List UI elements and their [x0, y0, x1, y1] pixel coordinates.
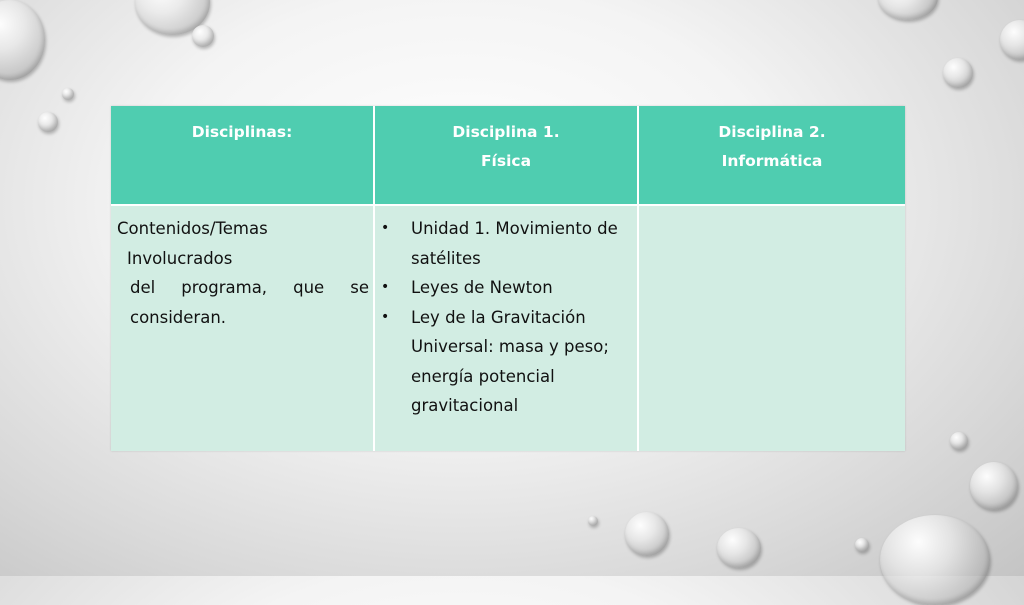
list-item: [381, 214, 631, 273]
water-drop-decoration: [880, 515, 990, 605]
header-disciplina-2: [639, 106, 905, 204]
water-drop-decoration: [0, 0, 45, 80]
water-drop-decoration: [950, 432, 968, 450]
water-drop-decoration: [717, 528, 761, 568]
water-drop-decoration: [62, 88, 74, 100]
header-disciplina-2-label: Disciplina 2.: [718, 123, 826, 141]
list-item: [381, 273, 631, 303]
disciplina-1-topics-cell: [375, 204, 639, 451]
list-item-text: Unidad 1. Movimiento de satélites: [411, 219, 618, 268]
row-label-word: se: [350, 278, 369, 297]
water-drop-decoration: [192, 25, 214, 47]
list-item-text: Leyes de Newton: [411, 278, 553, 297]
row-label-line: Involucrados: [127, 248, 233, 268]
header-disciplina-1-subject: Física: [480, 152, 532, 170]
row-label-line: Contenidos/Temas: [117, 219, 268, 238]
bullet-icon: •: [381, 279, 390, 295]
disciplines-table: [111, 106, 905, 451]
row-label-line: consideran.: [130, 307, 227, 327]
header-disciplina-1-label: Disciplina 1.: [452, 123, 560, 141]
row-label-word: programa,: [181, 278, 268, 297]
header-disciplinas-label: Disciplinas:: [191, 123, 293, 141]
list-item-text: Ley de la Gravitación Universal: masa y peso; energía potencial gravitacional: [411, 307, 609, 415]
water-drop-decoration: [1000, 20, 1024, 60]
water-drop-decoration: [878, 0, 938, 20]
water-drop-decoration: [943, 58, 973, 88]
water-drop-decoration: [970, 462, 1018, 510]
bullet-icon: •: [381, 308, 390, 325]
row-label-cell: [111, 204, 375, 451]
water-drop-decoration: [855, 538, 869, 552]
bullet-icon: •: [381, 220, 390, 236]
disciplina-2-topics-cell: [639, 204, 905, 451]
water-drop-decoration: [588, 516, 598, 526]
water-drop-decoration: [625, 512, 669, 556]
row-label-justified-line: [117, 273, 369, 303]
row-label-word: del: [130, 278, 156, 297]
header-disciplina-2-subject: Informática: [721, 152, 823, 170]
water-drop-decoration: [38, 112, 58, 132]
row-label-word: que: [293, 278, 325, 297]
topics-list: [381, 214, 631, 421]
header-disciplinas: [111, 106, 375, 204]
header-disciplina-1: [375, 106, 639, 204]
list-item: [381, 303, 631, 421]
